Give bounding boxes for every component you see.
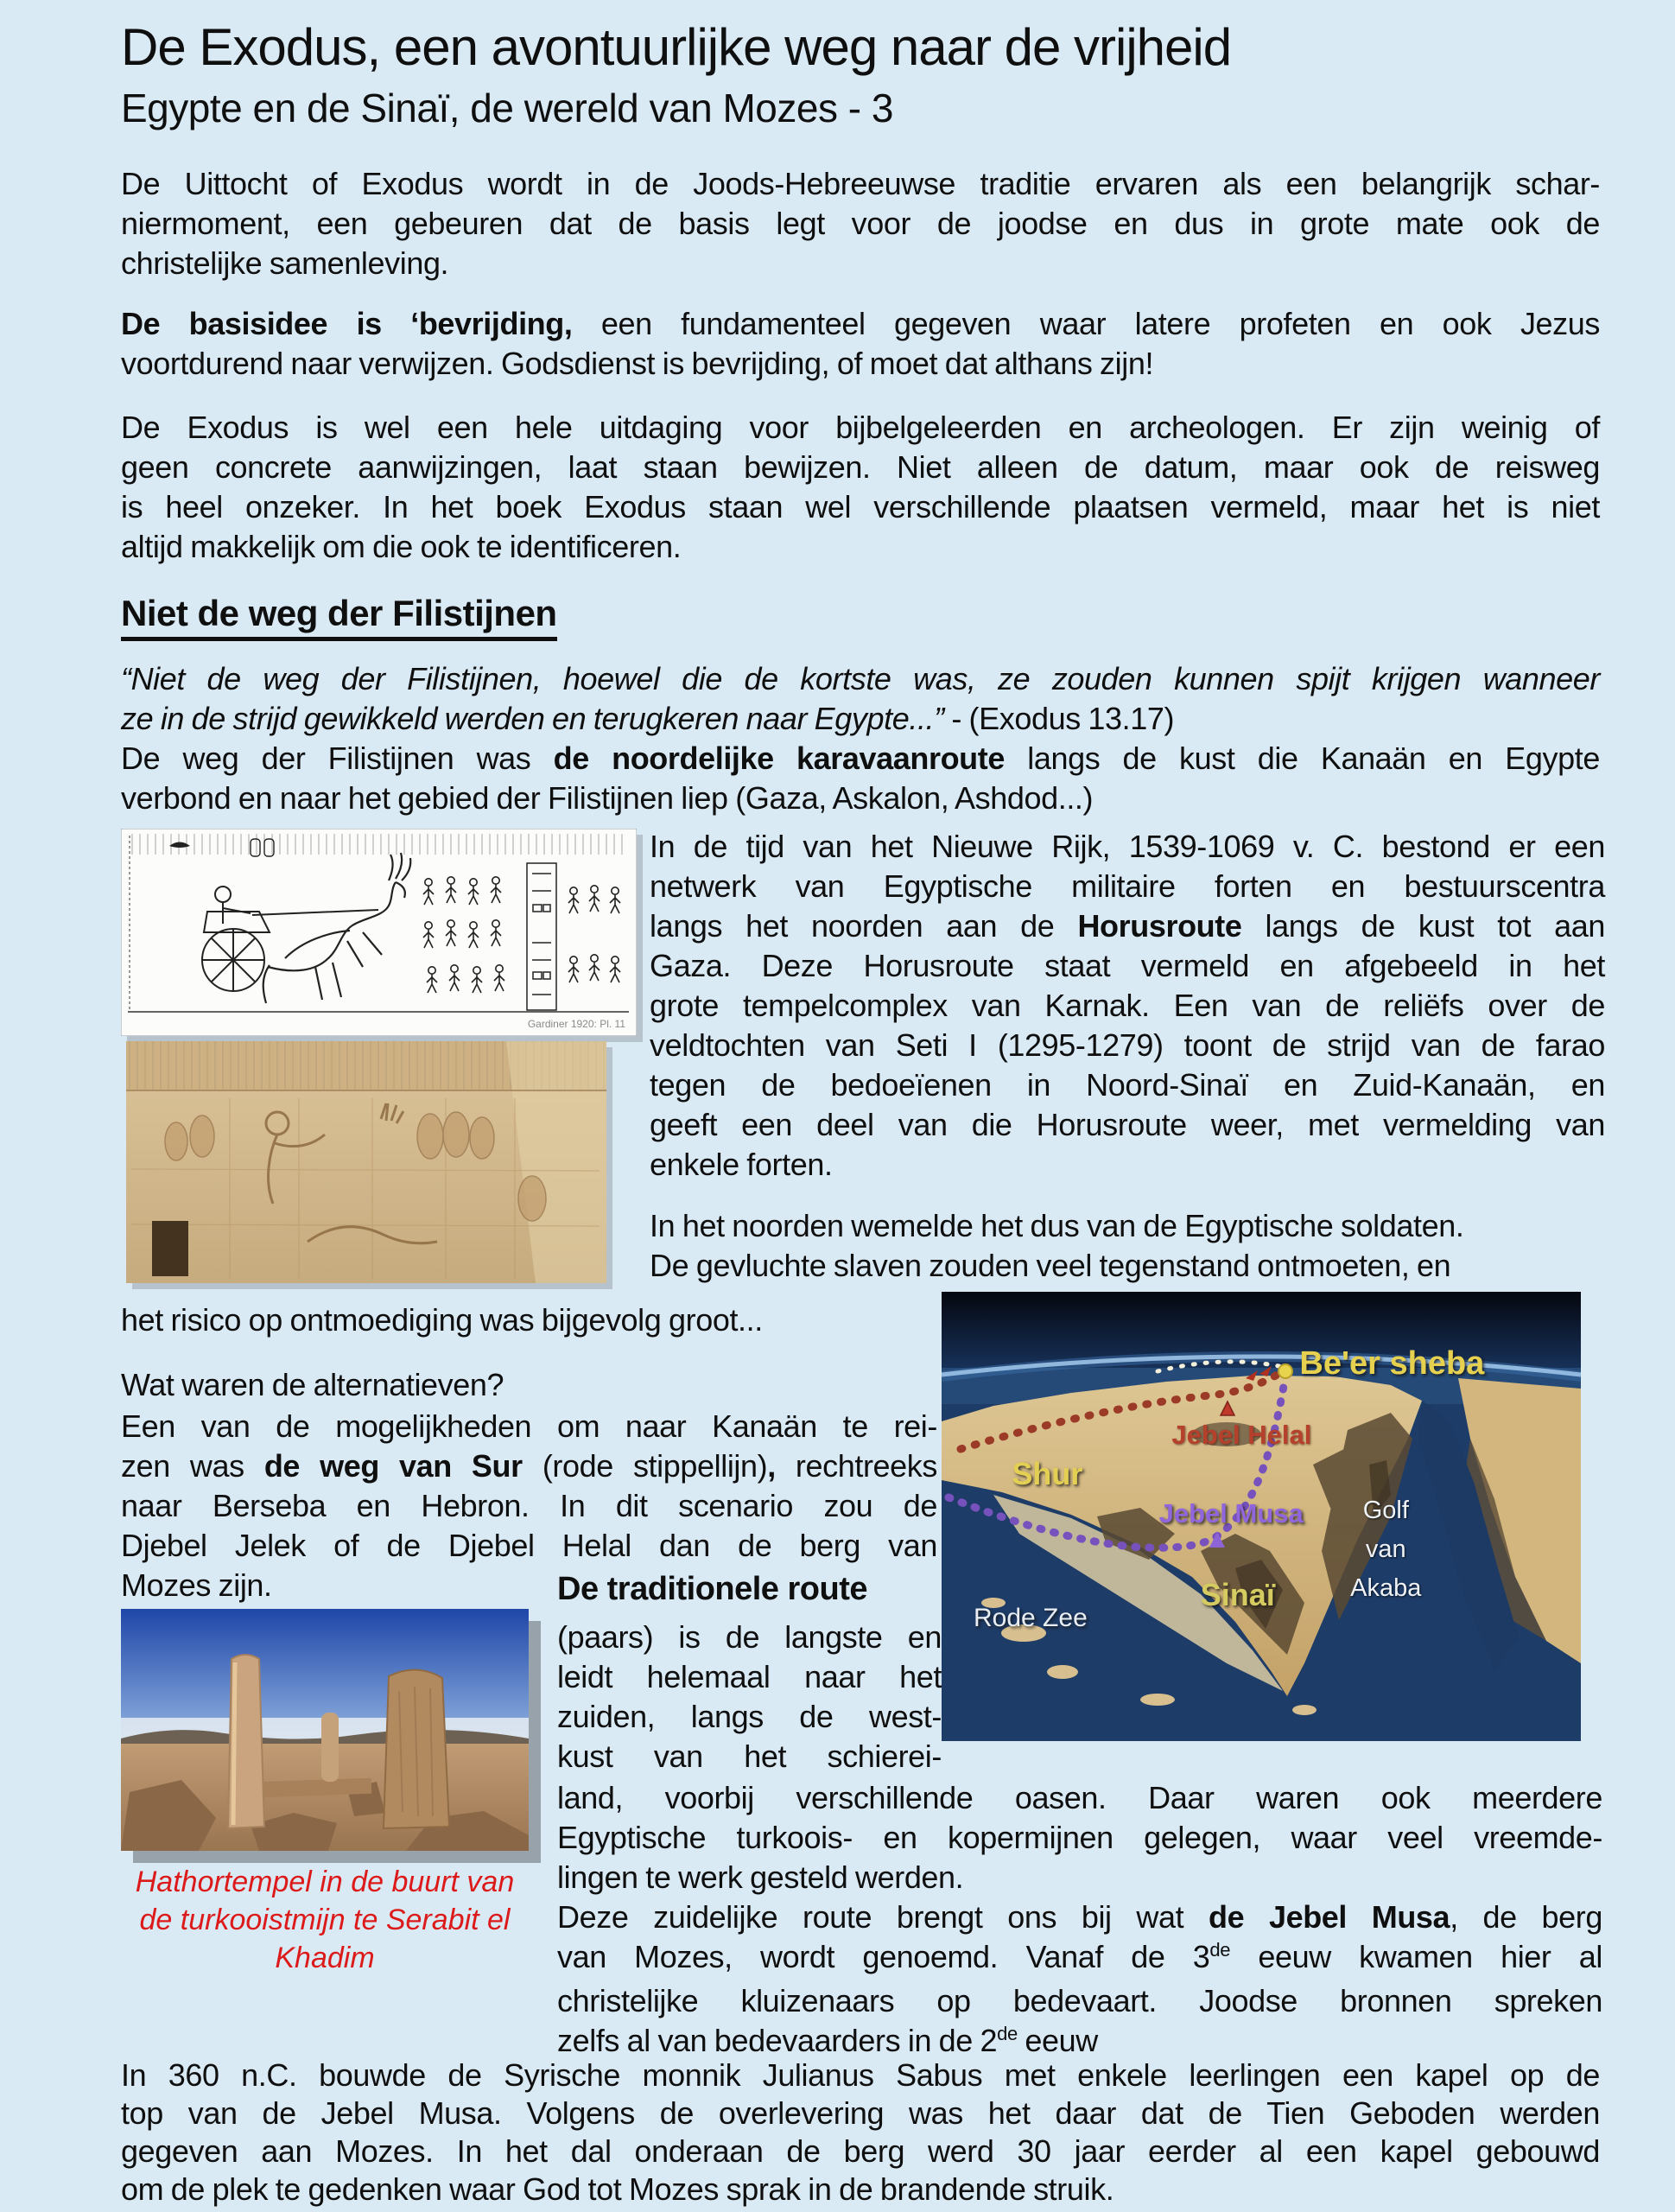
temple-photo-caption: Hathortempel in de buurt van de turkooistmijn te Serabit el Khadim xyxy=(135,1866,515,1974)
paragraph-quote-exodus xyxy=(121,659,1600,818)
text-line: Mozes zijn. xyxy=(121,1567,272,1603)
text-line: In 360 n.C. bouwde de Syrische monnik Julianus Sabus met enkele leerlingen een kapel op de xyxy=(121,2057,1600,2093)
text-line: is heel onzeker. In het boek Exodus staan wel verschillende plaatsen vermeld, maar het is niet xyxy=(121,489,1600,524)
beer-sheba-marker xyxy=(1278,1364,1292,1378)
map-label-golf-van-akaba: Golf van Akaba xyxy=(1350,1497,1422,1603)
text-line: kust van het schierei- xyxy=(557,1738,942,1774)
map-label-jebel-helal: Jebel Helal xyxy=(1171,1420,1312,1451)
paragraph-alternatieven: Wat waren de alternatieven? xyxy=(121,1367,504,1402)
text-line: enkele forten. xyxy=(650,1147,833,1182)
text-line: lingen te werk gesteld werden. xyxy=(557,1859,964,1895)
relief-drawing-image xyxy=(121,829,637,1036)
text-line: Gaza. Deze Horusroute staat vermeld en afgebeeld in het xyxy=(650,948,1605,983)
paragraph-horusroute xyxy=(650,827,1605,1185)
page-subtitle: Egypte en de Sinaï, de wereld van Mozes - 3 xyxy=(121,86,893,130)
paragraph-kapel-360 xyxy=(121,2056,1600,2209)
text-line: christelijke samenleving. xyxy=(121,245,449,281)
relief-photo-figure xyxy=(126,1041,606,1283)
text-line: christelijke kluizenaars op bedevaart. Joodse bronnen spreken xyxy=(557,1983,1602,2018)
map-label-beer-sheba: Be'er sheba xyxy=(1299,1345,1485,1382)
text-line: In de tijd van het Nieuwe Rijk, 1539-1069 v. C. bestond er een xyxy=(650,829,1605,864)
text-line: De Uittocht of Exodus wordt in de Joods-Hebreeuwse traditie ervaren als een belangrijk schar- xyxy=(121,166,1600,201)
paragraph-noorden xyxy=(650,1206,1605,1286)
temple-photo-figure xyxy=(121,1609,529,1851)
text-line: leidt helemaal naar het xyxy=(557,1659,942,1694)
paragraph-traditionele-wide xyxy=(557,1778,1602,1897)
text-line: ze in de strijd gewikkeld werden en terugkeren naar Egypte...” - (Exodus 13.17) xyxy=(121,701,1175,736)
text-line: top van de Jebel Musa. Volgens de overlevering was het daar dat de Tien Geboden werden xyxy=(121,2095,1600,2131)
text-line: tegen de bedoeïenen in Noord-Sinaï en Zuid-Kanaän, en xyxy=(650,1067,1605,1103)
text-line: De Exodus is wel een hele uitdaging voor bijbelgeleerden en archeologen. Er zijn weinig of xyxy=(121,410,1600,445)
temple-photo-image xyxy=(121,1609,529,1851)
text-line: netwerk van Egyptische militaire forten en bestuurscentra xyxy=(650,868,1605,904)
text-line: De weg der Filistijnen was de noordelijke karavaanroute langs de kust die Kanaän en Egypte xyxy=(121,741,1600,776)
text-line: verbond en naar het gebied der Filistijnen liep (Gaza, Askalon, Ashdod...) xyxy=(121,780,1094,816)
text-line: Djebel Jelek of de Djebel Helal dan de berg van xyxy=(121,1528,937,1563)
drawing-credit: Gardiner 1920: Pl. 11 xyxy=(527,1018,625,1030)
text-line: geeft een deel van die Horusroute weer, met vermelding van xyxy=(650,1107,1605,1142)
text-line: (paars) is de langste en xyxy=(557,1619,942,1655)
text-line: In het noorden wemelde het dus van de Egyptische soldaten. xyxy=(650,1208,1464,1243)
page-title: De Exodus, een avontuurlijke weg naar de vrijheid xyxy=(121,18,1232,76)
text-line: om de plek te gedenken waar God tot Mozes sprak in de brandende struik. xyxy=(121,2171,1114,2207)
text-line: gegeven aan Mozes. In het dal onderaan de berg werd 30 jaar eerder al een kapel gebouwd xyxy=(121,2133,1600,2169)
paragraph-uitdaging xyxy=(121,408,1600,567)
paragraph-traditionele-narrow xyxy=(557,1618,942,1777)
map-label-sinai: Sinaï xyxy=(1200,1577,1275,1613)
map-label-shur: Shur xyxy=(1012,1455,1083,1491)
heading-traditionele-route: De traditionele route xyxy=(557,1571,867,1607)
text-line: geen concrete aanwijzingen, laat staan bewijzen. Niet alleen de datum, maar ook de reisweg xyxy=(121,449,1600,485)
text-line: zelfs al van bedevaarders in de 2de eeuw xyxy=(557,2023,1098,2058)
text-line: De basisidee is ‘bevrijding, een fundamenteel gegeven waar latere profeten en ook Jezus xyxy=(121,306,1600,341)
text-line: Egyptische turkoois- en kopermijnen gelegen, waar veel vreemde- xyxy=(557,1820,1602,1855)
text-line: van Mozes, wordt genoemd. Vanaf de 3de eeuw kwamen hier al xyxy=(557,1939,1603,1974)
text-line: naar Berseba en Hebron. In dit scenario zou de xyxy=(121,1488,937,1523)
paragraph-risico: het risico op ontmoediging was bijgevolg groot... xyxy=(121,1302,763,1338)
text-line: altijd makkelijk om die ook te identificeren. xyxy=(121,529,682,564)
text-line: grote tempelcomplex van Karnak. Een van de reliëfs over de xyxy=(650,988,1605,1023)
text-line: veldtochten van Seti I (1295-1279) toont de strijd van de farao xyxy=(650,1027,1605,1063)
text-line: zuiden, langs de west- xyxy=(557,1699,942,1734)
relief-drawing-figure xyxy=(121,829,637,1036)
paragraph-zuidelijke-route xyxy=(557,1897,1602,2065)
text-line: zen was de weg van Sur (rode stippellijn), rechtreeks xyxy=(121,1448,937,1484)
relief-photo-image xyxy=(126,1041,606,1283)
map-label-rode-zee: Rode Zee xyxy=(974,1604,1088,1633)
text-line: langs het noorden aan de Horusroute langs de kust tot aan xyxy=(650,908,1605,944)
text-line: Deze zuidelijke route brengt ons bij wat de Jebel Musa, de berg xyxy=(557,1899,1602,1935)
relief-niche xyxy=(152,1221,188,1276)
text-line: Een van de mogelijkheden om naar Kanaän te rei- xyxy=(121,1408,937,1444)
sinai-map-figure xyxy=(942,1292,1581,1741)
paragraph-intro xyxy=(121,164,1600,283)
text-line: De gevluchte slaven zouden veel tegenstand ontmoeten, en xyxy=(650,1248,1451,1283)
section-heading-filistijnen: Niet de weg der Filistijnen xyxy=(121,593,557,641)
map-label-jebel-musa: Jebel Musa xyxy=(1158,1498,1304,1529)
paragraph-basisidee xyxy=(121,304,1600,384)
text-line: niermoment, een gebeuren dat de basis legt voor de joodse en dus in grote mate ook de xyxy=(121,206,1600,241)
text-line: land, voorbij verschillende oasen. Daar waren ook meerdere xyxy=(557,1780,1602,1815)
text-line: “Niet de weg der Filistijnen, hoewel die de kortste was, ze zouden kunnen spijt krijgen wanneer xyxy=(121,661,1600,696)
text-line: voortdurend naar verwijzen. Godsdienst is bevrijding, of moet dat althans zijn! xyxy=(121,346,1154,381)
